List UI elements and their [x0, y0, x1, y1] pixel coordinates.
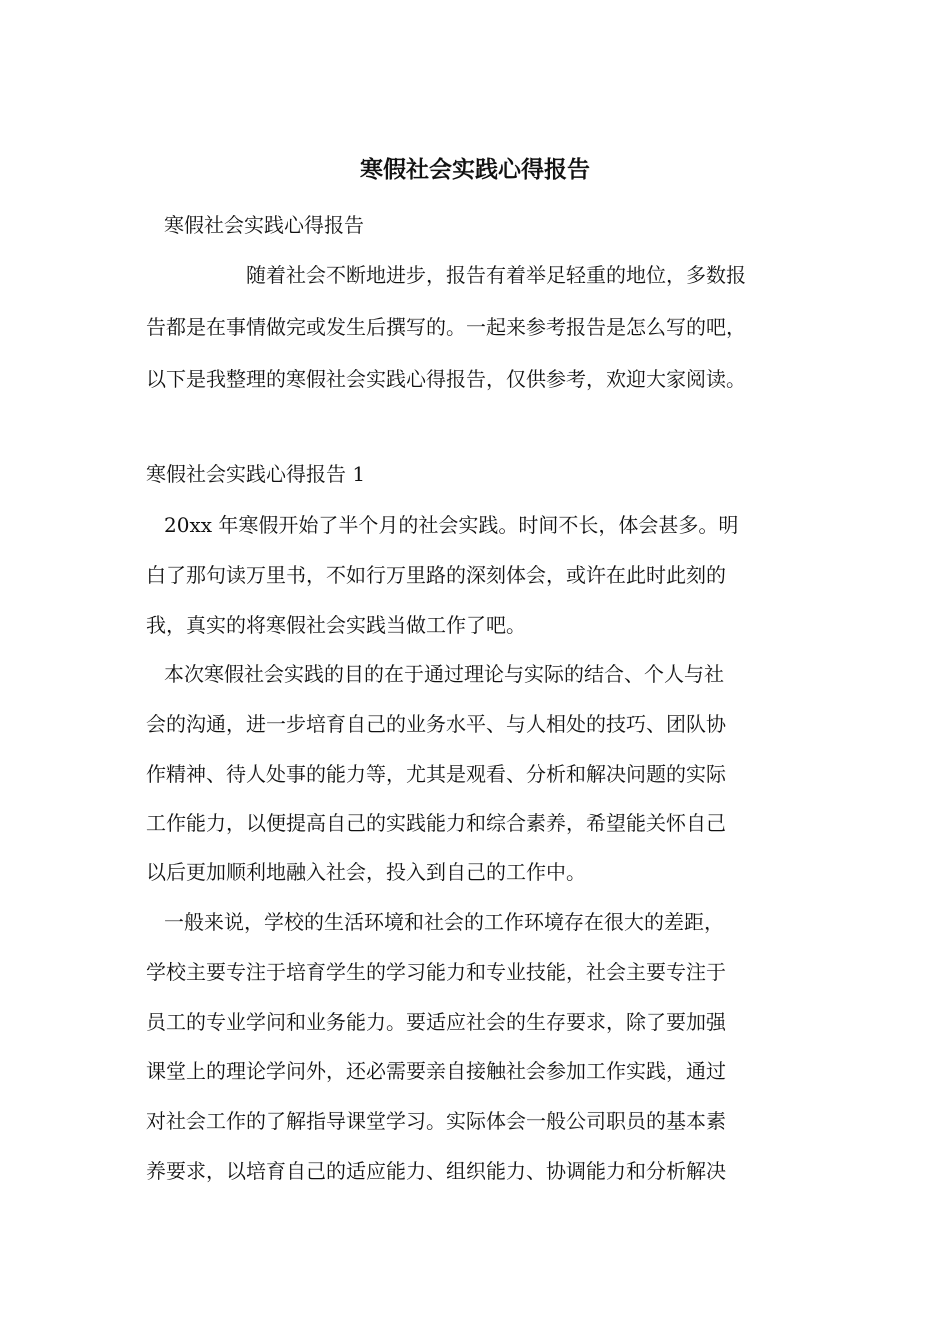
paragraph-1-line: 我，真实的将寒假社会实践当做工作了吧。: [146, 613, 526, 637]
paragraph-3-line: 一般来说，学校的生活环境和社会的工作环境存在很大的差距，: [164, 910, 724, 934]
paragraph-3-line: 养要求，以培育自己的适应能力、组织能力、协调能力和分析解决: [146, 1159, 726, 1183]
document-title: 寒假社会实践心得报告: [360, 156, 590, 183]
paragraph-3-line: 员工的专业学问和业务能力。要适应社会的生存要求，除了要加强: [146, 1010, 726, 1034]
paragraph-2-line: 本次寒假社会实践的目的在于通过理论与实际的结合、个人与社: [164, 662, 724, 686]
intro-line: 以下是我整理的寒假社会实践心得报告，仅供参考，欢迎大家阅读。: [146, 367, 746, 391]
paragraph-2-line: 会的沟通，进一步培育自己的业务水平、与人相处的技巧、团队协: [146, 712, 726, 736]
intro-line: 随着社会不断地进步，报告有着举足轻重的地位，多数报: [246, 263, 746, 287]
paragraph-3-line: 学校主要专注于培育学生的学习能力和专业技能，社会主要专注于: [146, 960, 726, 984]
intro-line: 告都是在事情做完或发生后撰写的。一起来参考报告是怎么写的吧，: [146, 315, 746, 339]
paragraph-3-line: 对社会工作的了解指导课堂学习。实际体会一般公司职员的基本素: [146, 1109, 726, 1133]
paragraph-1-line: 白了那句读万里书，不如行万里路的深刻体会，或许在此时此刻的: [146, 563, 726, 587]
section-heading: 寒假社会实践心得报告 1: [146, 462, 366, 486]
paragraph-3-line: 课堂上的理论学问外，还必需要亲自接触社会参加工作实践，通过: [146, 1059, 726, 1083]
paragraph-2-line: 作精神、待人处事的能力等，尤其是观看、分析和解决问题的实际: [146, 762, 726, 786]
paragraph-2-line: 以后更加顺利地融入社会，投入到自己的工作中。: [146, 860, 586, 884]
paragraph-1-line: 20xx 年寒假开始了半个月的社会实践。时间不长，体会甚多。明: [164, 513, 739, 537]
document-subtitle: 寒假社会实践心得报告: [164, 213, 364, 237]
paragraph-2-line: 工作能力，以便提高自己的实践能力和综合素养，希望能关怀自己: [146, 811, 726, 835]
